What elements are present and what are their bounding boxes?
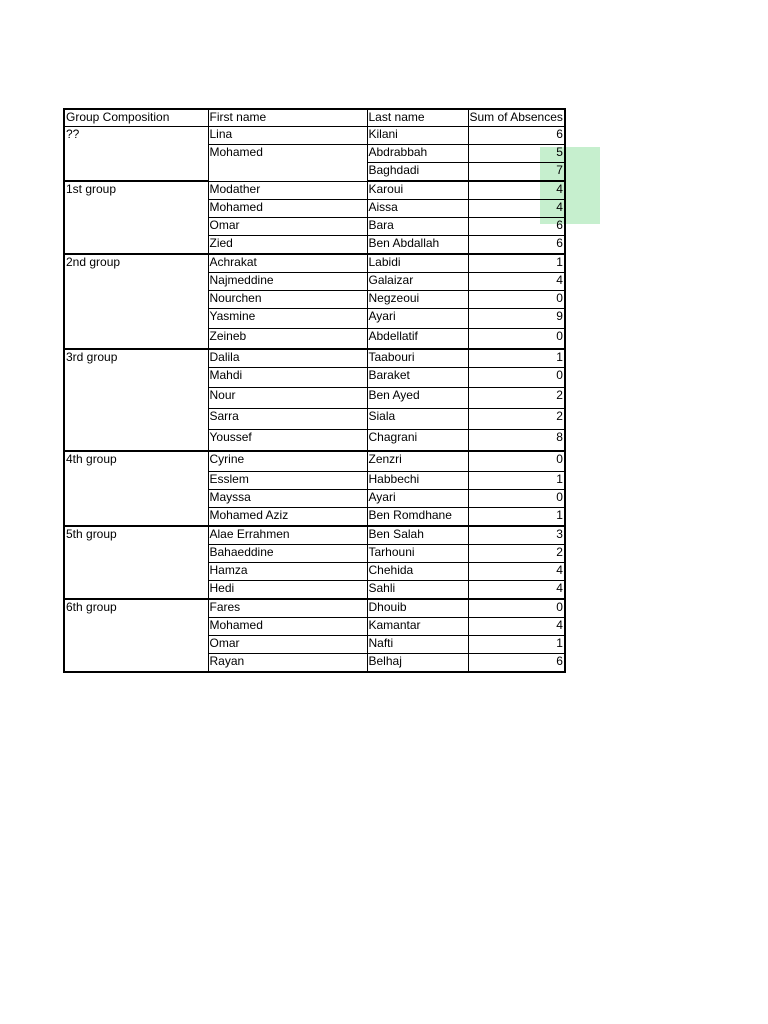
absences-cell: 6 <box>468 236 565 255</box>
table-row <box>64 181 565 200</box>
group-name-cell: 6th group <box>64 599 208 672</box>
absences-cell: 1 <box>468 472 565 490</box>
first-name-cell: Nourchen <box>208 291 367 309</box>
first-name-cell: Yasmine <box>208 309 367 329</box>
absences-cell: 4 <box>468 618 565 636</box>
table-row <box>64 254 565 273</box>
last-name-cell: Zenzri <box>367 451 468 472</box>
absences-cell: 0 <box>468 451 565 472</box>
absences-cell: 4 <box>468 181 565 200</box>
header-sum-of-absences: Sum of Absences <box>468 109 565 127</box>
group-name-cell: 2nd group <box>64 254 208 349</box>
absences-cell: 5 <box>468 145 565 163</box>
header-first-name: First name <box>208 109 367 127</box>
first-name-cell: Mohamed <box>208 145 367 182</box>
last-name-cell: Abdellatif <box>367 329 468 350</box>
absences-table <box>63 108 566 673</box>
absences-cell: 7 <box>468 163 565 182</box>
last-name-cell: Labidi <box>367 254 468 273</box>
first-name-cell: Lina <box>208 127 367 145</box>
header-last-name: Last name <box>367 109 468 127</box>
group-name-cell: 5th group <box>64 526 208 599</box>
absences-cell: 1 <box>468 636 565 654</box>
last-name-cell: Chagrani <box>367 430 468 452</box>
last-name-cell: Ayari <box>367 309 468 329</box>
last-name-cell: Kilani <box>367 127 468 145</box>
absences-cell: 4 <box>468 581 565 600</box>
last-name-cell: Karoui <box>367 181 468 200</box>
absences-cell: 2 <box>468 545 565 563</box>
group-name-cell: 4th group <box>64 451 208 526</box>
table-row <box>64 349 565 368</box>
first-name-cell: Mohamed Aziz <box>208 508 367 527</box>
absences-cell: 0 <box>468 599 565 618</box>
last-name-cell: Galaizar <box>367 273 468 291</box>
first-name-cell: Cyrine <box>208 451 367 472</box>
table-row <box>64 526 565 545</box>
first-name-cell: Alae Errahmen <box>208 526 367 545</box>
absences-cell: 1 <box>468 349 565 368</box>
first-name-cell: Achrakat <box>208 254 367 273</box>
last-name-cell: Ayari <box>367 490 468 508</box>
last-name-cell: Ben Abdallah <box>367 236 468 255</box>
absences-cell: 2 <box>468 409 565 430</box>
last-name-cell: Bara <box>367 218 468 236</box>
last-name-cell: Belhaj <box>367 654 468 673</box>
absences-cell: 4 <box>468 563 565 581</box>
absences-cell: 1 <box>468 508 565 527</box>
first-name-cell: Bahaeddine <box>208 545 367 563</box>
first-name-cell: Omar <box>208 636 367 654</box>
first-name-cell: Zied <box>208 236 367 255</box>
last-name-cell: Tarhouni <box>367 545 468 563</box>
last-name-cell: Taabouri <box>367 349 468 368</box>
last-name-cell: Nafti <box>367 636 468 654</box>
absences-cell: 0 <box>468 368 565 388</box>
absences-cell: 4 <box>468 273 565 291</box>
first-name-cell: Mahdi <box>208 368 367 388</box>
last-name-cell: Abdrabbah <box>367 145 468 163</box>
first-name-cell: Sarra <box>208 409 367 430</box>
group-name-cell: 3rd group <box>64 349 208 451</box>
first-name-cell: Modather <box>208 181 367 200</box>
absences-cell: 0 <box>468 329 565 350</box>
table-header-row <box>64 109 565 127</box>
last-name-cell: Habbechi <box>367 472 468 490</box>
first-name-cell: Hedi <box>208 581 367 600</box>
first-name-cell: Mayssa <box>208 490 367 508</box>
last-name-cell: Negzeoui <box>367 291 468 309</box>
first-name-cell: Najmeddine <box>208 273 367 291</box>
first-name-cell: Dalila <box>208 349 367 368</box>
last-name-cell: Chehida <box>367 563 468 581</box>
first-name-cell: Esslem <box>208 472 367 490</box>
absences-cell: 8 <box>468 430 565 452</box>
absences-cell: 4 <box>468 200 565 218</box>
first-name-cell: Hamza <box>208 563 367 581</box>
table-row <box>64 451 565 472</box>
last-name-cell: Ben Ayed <box>367 388 468 409</box>
first-name-cell: Mohamed <box>208 618 367 636</box>
last-name-cell: Sahli <box>367 581 468 600</box>
last-name-cell: Baraket <box>367 368 468 388</box>
absences-cell: 2 <box>468 388 565 409</box>
first-name-cell: Rayan <box>208 654 367 673</box>
first-name-cell: Nour <box>208 388 367 409</box>
table-row <box>64 127 565 145</box>
absences-cell: 6 <box>468 654 565 673</box>
last-name-cell: Ben Salah <box>367 526 468 545</box>
absences-cell: 0 <box>468 490 565 508</box>
last-name-cell: Dhouib <box>367 599 468 618</box>
absences-cell: 0 <box>468 291 565 309</box>
group-name-cell: 1st group <box>64 181 208 254</box>
absences-cell: 6 <box>468 127 565 145</box>
group-name-cell: ?? <box>64 127 208 182</box>
last-name-cell: Siala <box>367 409 468 430</box>
absences-cell: 1 <box>468 254 565 273</box>
last-name-cell: Kamantar <box>367 618 468 636</box>
absences-cell: 9 <box>468 309 565 329</box>
last-name-cell: Baghdadi <box>367 163 468 182</box>
first-name-cell: Fares <box>208 599 367 618</box>
table-row <box>64 599 565 618</box>
first-name-cell: Zeineb <box>208 329 367 350</box>
header-group-composition: Group Composition <box>64 109 208 127</box>
last-name-cell: Ben Romdhane <box>367 508 468 527</box>
first-name-cell: Youssef <box>208 430 367 452</box>
first-name-cell: Mohamed <box>208 200 367 218</box>
first-name-cell: Omar <box>208 218 367 236</box>
absences-cell: 3 <box>468 526 565 545</box>
absences-cell: 6 <box>468 218 565 236</box>
last-name-cell: Aissa <box>367 200 468 218</box>
